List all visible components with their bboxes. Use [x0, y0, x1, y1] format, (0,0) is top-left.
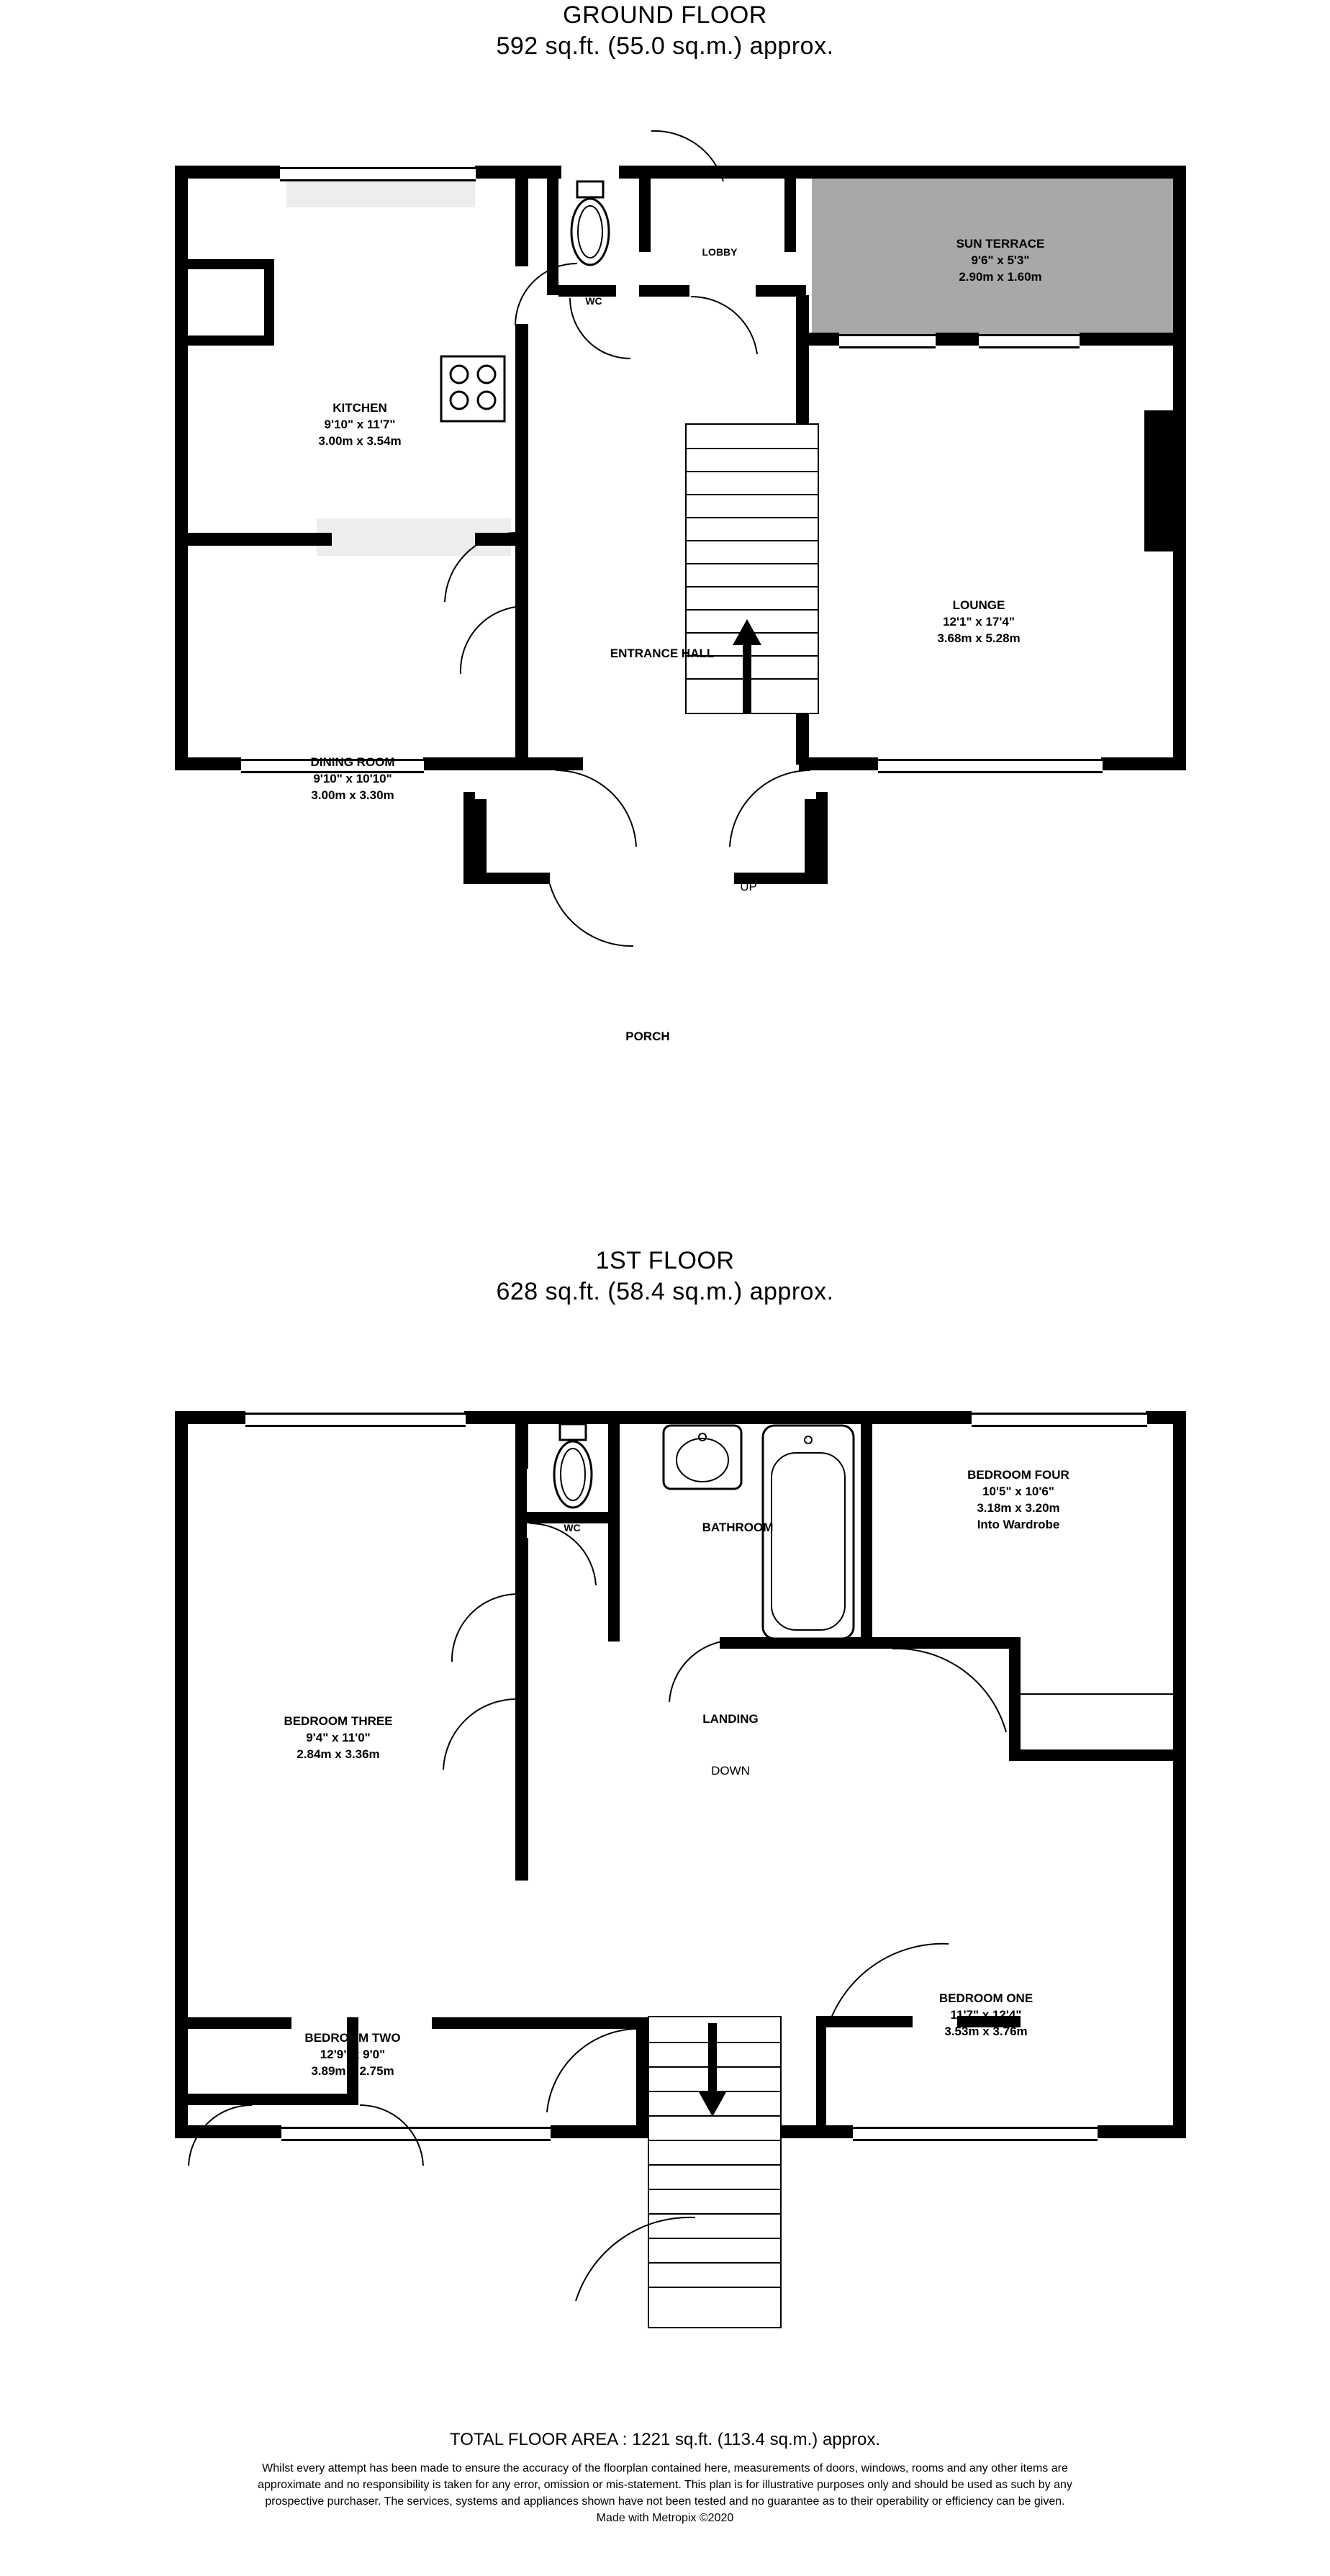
lounge-dim-imperial: 12'1" x 17'4" [943, 614, 1015, 629]
bedroom-four-name: BEDROOM FOUR [967, 1468, 1069, 1482]
toilet-icon-ground [566, 181, 615, 272]
room-label-porch [547, 1030, 748, 1044]
wall-porch-left-out [463, 792, 475, 883]
wall-porch-bottom-left [463, 873, 550, 884]
lounge-dim-metric: 3.68m x 5.28m [937, 631, 1021, 645]
room-label-bedroom-one [849, 1991, 1123, 2040]
window-lounge-bottom [878, 759, 1103, 773]
room-label-entrance-hall [518, 647, 806, 661]
door-airing-cupboard-b [189, 2105, 255, 2167]
window-terrace-left [839, 334, 936, 348]
door-bedroom-four [892, 1649, 1008, 1735]
wall1-bathroom-right [861, 1411, 872, 1649]
down-text: DOWN [711, 1764, 750, 1778]
ground-floor-area: 592 sq.ft. (55.0 sq.m.) approx. [496, 32, 834, 60]
room-label-wc-first [533, 1522, 612, 1534]
wall1-bedroom-one-top [816, 2016, 826, 2127]
wall-terrace-bottom-3 [1080, 333, 1186, 346]
sun-terrace-dim-metric: 2.90m x 1.60m [959, 269, 1042, 284]
window-kitchen-top [280, 167, 476, 181]
wall-terrace-bottom [796, 333, 839, 346]
lounge-name: LOUNGE [952, 598, 1005, 612]
wall-top-left [175, 166, 280, 179]
door-lobby-bottom [691, 297, 760, 356]
up-text: UP [740, 880, 757, 893]
door-bedroom-two-2 [576, 2217, 698, 2304]
wall1-wc-left [515, 1411, 527, 1541]
door-bathroom-first [669, 1640, 738, 1703]
kitchen-dim-metric: 3.00m x 3.54m [318, 433, 402, 448]
wall-kitchen-cupboard-right [264, 259, 274, 346]
first-floor-area: 628 sq.ft. (58.4 sq.m.) approx. [496, 1277, 834, 1305]
landing-text: LANDING [702, 1712, 759, 1726]
wall-lounge-chimney [1144, 410, 1176, 551]
bedroom-three-dim-imperial: 9'4" x 11'0" [306, 1730, 371, 1744]
bedroom-three-name: BEDROOM THREE [284, 1714, 393, 1728]
window-terrace-right [979, 334, 1080, 348]
stairs-up-arrow [733, 619, 761, 713]
door-dining-hall [445, 533, 518, 603]
room-label-dining-room [230, 755, 475, 804]
basin-icon [662, 1424, 743, 1490]
door-bedroom-three [452, 1594, 518, 1663]
wall-lobby-bottom [639, 285, 689, 297]
wall1-bedroom-four-bottom [872, 1637, 1021, 1649]
ground-floor-plan [0, 50, 1330, 1166]
bedroom-one-name: BEDROOM ONE [938, 1991, 1033, 2005]
room-label-kitchen [245, 400, 475, 450]
wall-lobby-right [784, 166, 796, 252]
wall-porch-right-out [816, 792, 828, 883]
window1-bedroom-four-top [972, 1413, 1147, 1427]
wall-kitchen-cupboard-top [188, 259, 274, 269]
dining-room-dim-metric: 3.00m x 3.30m [311, 788, 394, 802]
wall1-landing-right [1009, 1637, 1021, 1761]
sun-terrace-name: SUN TERRACE [956, 237, 1045, 251]
bedroom-two-dim-metric: 3.89m x 2.75m [311, 2063, 394, 2078]
wall1-bottom-right [1098, 2125, 1186, 2138]
toilet-icon-first [548, 1424, 597, 1515]
room-label-bathroom [633, 1521, 842, 1535]
wall-kitchen-dining [188, 533, 332, 546]
lobby-text: LOBBY [702, 246, 738, 258]
made-with-text: Made with Metropix ©2020 [596, 2511, 734, 2524]
bedroom-four-dim-imperial: 10'5" x 10'6" [982, 1484, 1054, 1498]
line1-cupboard [1021, 1693, 1186, 1695]
bedroom-one-dim-metric: 3.53m x 3.76m [944, 2024, 1028, 2038]
stairs-down-arrow [698, 2023, 727, 2117]
room-label-lobby [669, 246, 770, 258]
wall1-bedroom-two-top [188, 2017, 291, 2029]
footer [0, 2430, 1330, 2525]
bedroom-four-note: Into Wardrobe [977, 1517, 1060, 1531]
bathroom-text: BATHROOM [702, 1521, 774, 1534]
door-lobby-top [648, 131, 727, 184]
wall-bottom-hall [554, 757, 583, 770]
wall1-cupboard-bottom [1009, 1749, 1185, 1761]
wall1-airing-cupboard-bottom [188, 2094, 358, 2105]
wc-text-ground: WC [585, 295, 602, 307]
wall-terrace-bottom-2 [936, 333, 979, 346]
room-label-bedroom-two [209, 2030, 497, 2080]
ground-floor-heading: GROUND FLOOR [563, 1, 767, 29]
dining-room-dim-imperial: 9'10" x 10'10" [313, 771, 392, 785]
porch-text: PORCH [625, 1030, 670, 1043]
entrance-hall-text: ENTRANCE HALL [610, 647, 715, 660]
door-porch-front [548, 884, 635, 949]
bedroom-two-name: BEDROOM TWO [304, 2031, 401, 2045]
kitchen-name: KITCHEN [332, 401, 387, 415]
wall-kitchen-right-2 [515, 324, 528, 540]
disclaimer-text: Whilst every attempt has been made to ensure the accuracy of the floorplan contained here, measurements of doors, windows, rooms and any other items are approximate and no responsibility is taken for any error, omission or mis-statement. This plan is for illustrative purposes only and should be used as such by any prospective purchaser. The services, systems and appliances shown have not been tested and no guarantee as to their operability or efficiency can be given. [258, 2462, 1072, 2508]
room-label-lounge [856, 598, 1101, 647]
wall1-bedroom-two-top-2 [432, 2017, 648, 2029]
room-label-wc-ground [554, 295, 633, 307]
sun-terrace-dim-imperial: 9'6" x 5'3" [971, 253, 1030, 267]
door-bedroom-two [547, 2029, 641, 2115]
wall-left-outer [175, 166, 188, 770]
total-floor-area: TOTAL FLOOR AREA : 1221 sq.ft. (113.4 sq.m.) approx. [449, 2430, 881, 2449]
wall-kitchen-cupboard-bottom [188, 335, 274, 346]
stairs-direction-down [641, 1764, 820, 1778]
wc-text-first: WC [564, 1522, 581, 1534]
wall-porch-left [475, 799, 487, 883]
stairs-direction-up [691, 880, 806, 894]
room-label-bedroom-four [885, 1467, 1152, 1534]
wall1-top-mid [464, 1411, 972, 1424]
window1-bedroom-three-top [245, 1413, 466, 1427]
door-porch-right [727, 770, 813, 850]
window1-bedroom-one-bottom [853, 2127, 1098, 2141]
bedroom-one-dim-imperial: 11'7" x 12'4" [950, 2007, 1022, 2022]
room-label-sun-terrace [878, 236, 1123, 286]
kitchen-dim-imperial: 9'10" x 11'7" [324, 417, 396, 431]
bedroom-three-dim-metric: 2.84m x 3.36m [297, 1747, 380, 1761]
first-floor-plan [0, 1296, 1330, 2340]
bedroom-four-dim-metric: 3.18m x 3.20m [977, 1500, 1060, 1515]
wall1-right-outer [1173, 1411, 1186, 2138]
bedroom-two-dim-imperial: 12'9" x 9'0" [320, 2047, 386, 2061]
door-airing-cupboard-a [360, 2105, 426, 2167]
dining-room-name: DINING ROOM [310, 755, 395, 769]
door-hall-dining-side [461, 606, 525, 675]
wall-bottom-porch-right [799, 757, 878, 770]
door-porch-left [553, 770, 639, 850]
first-floor-heading: 1ST FLOOR [595, 1247, 735, 1274]
room-label-bedroom-three [202, 1713, 475, 1763]
wall-kitchen-right [515, 166, 528, 266]
room-label-landing [633, 1712, 828, 1726]
wall1-left-outer [175, 1411, 188, 2138]
wall-top-terrace [812, 166, 1186, 179]
wall-bottom-lounge-right [1101, 757, 1186, 770]
